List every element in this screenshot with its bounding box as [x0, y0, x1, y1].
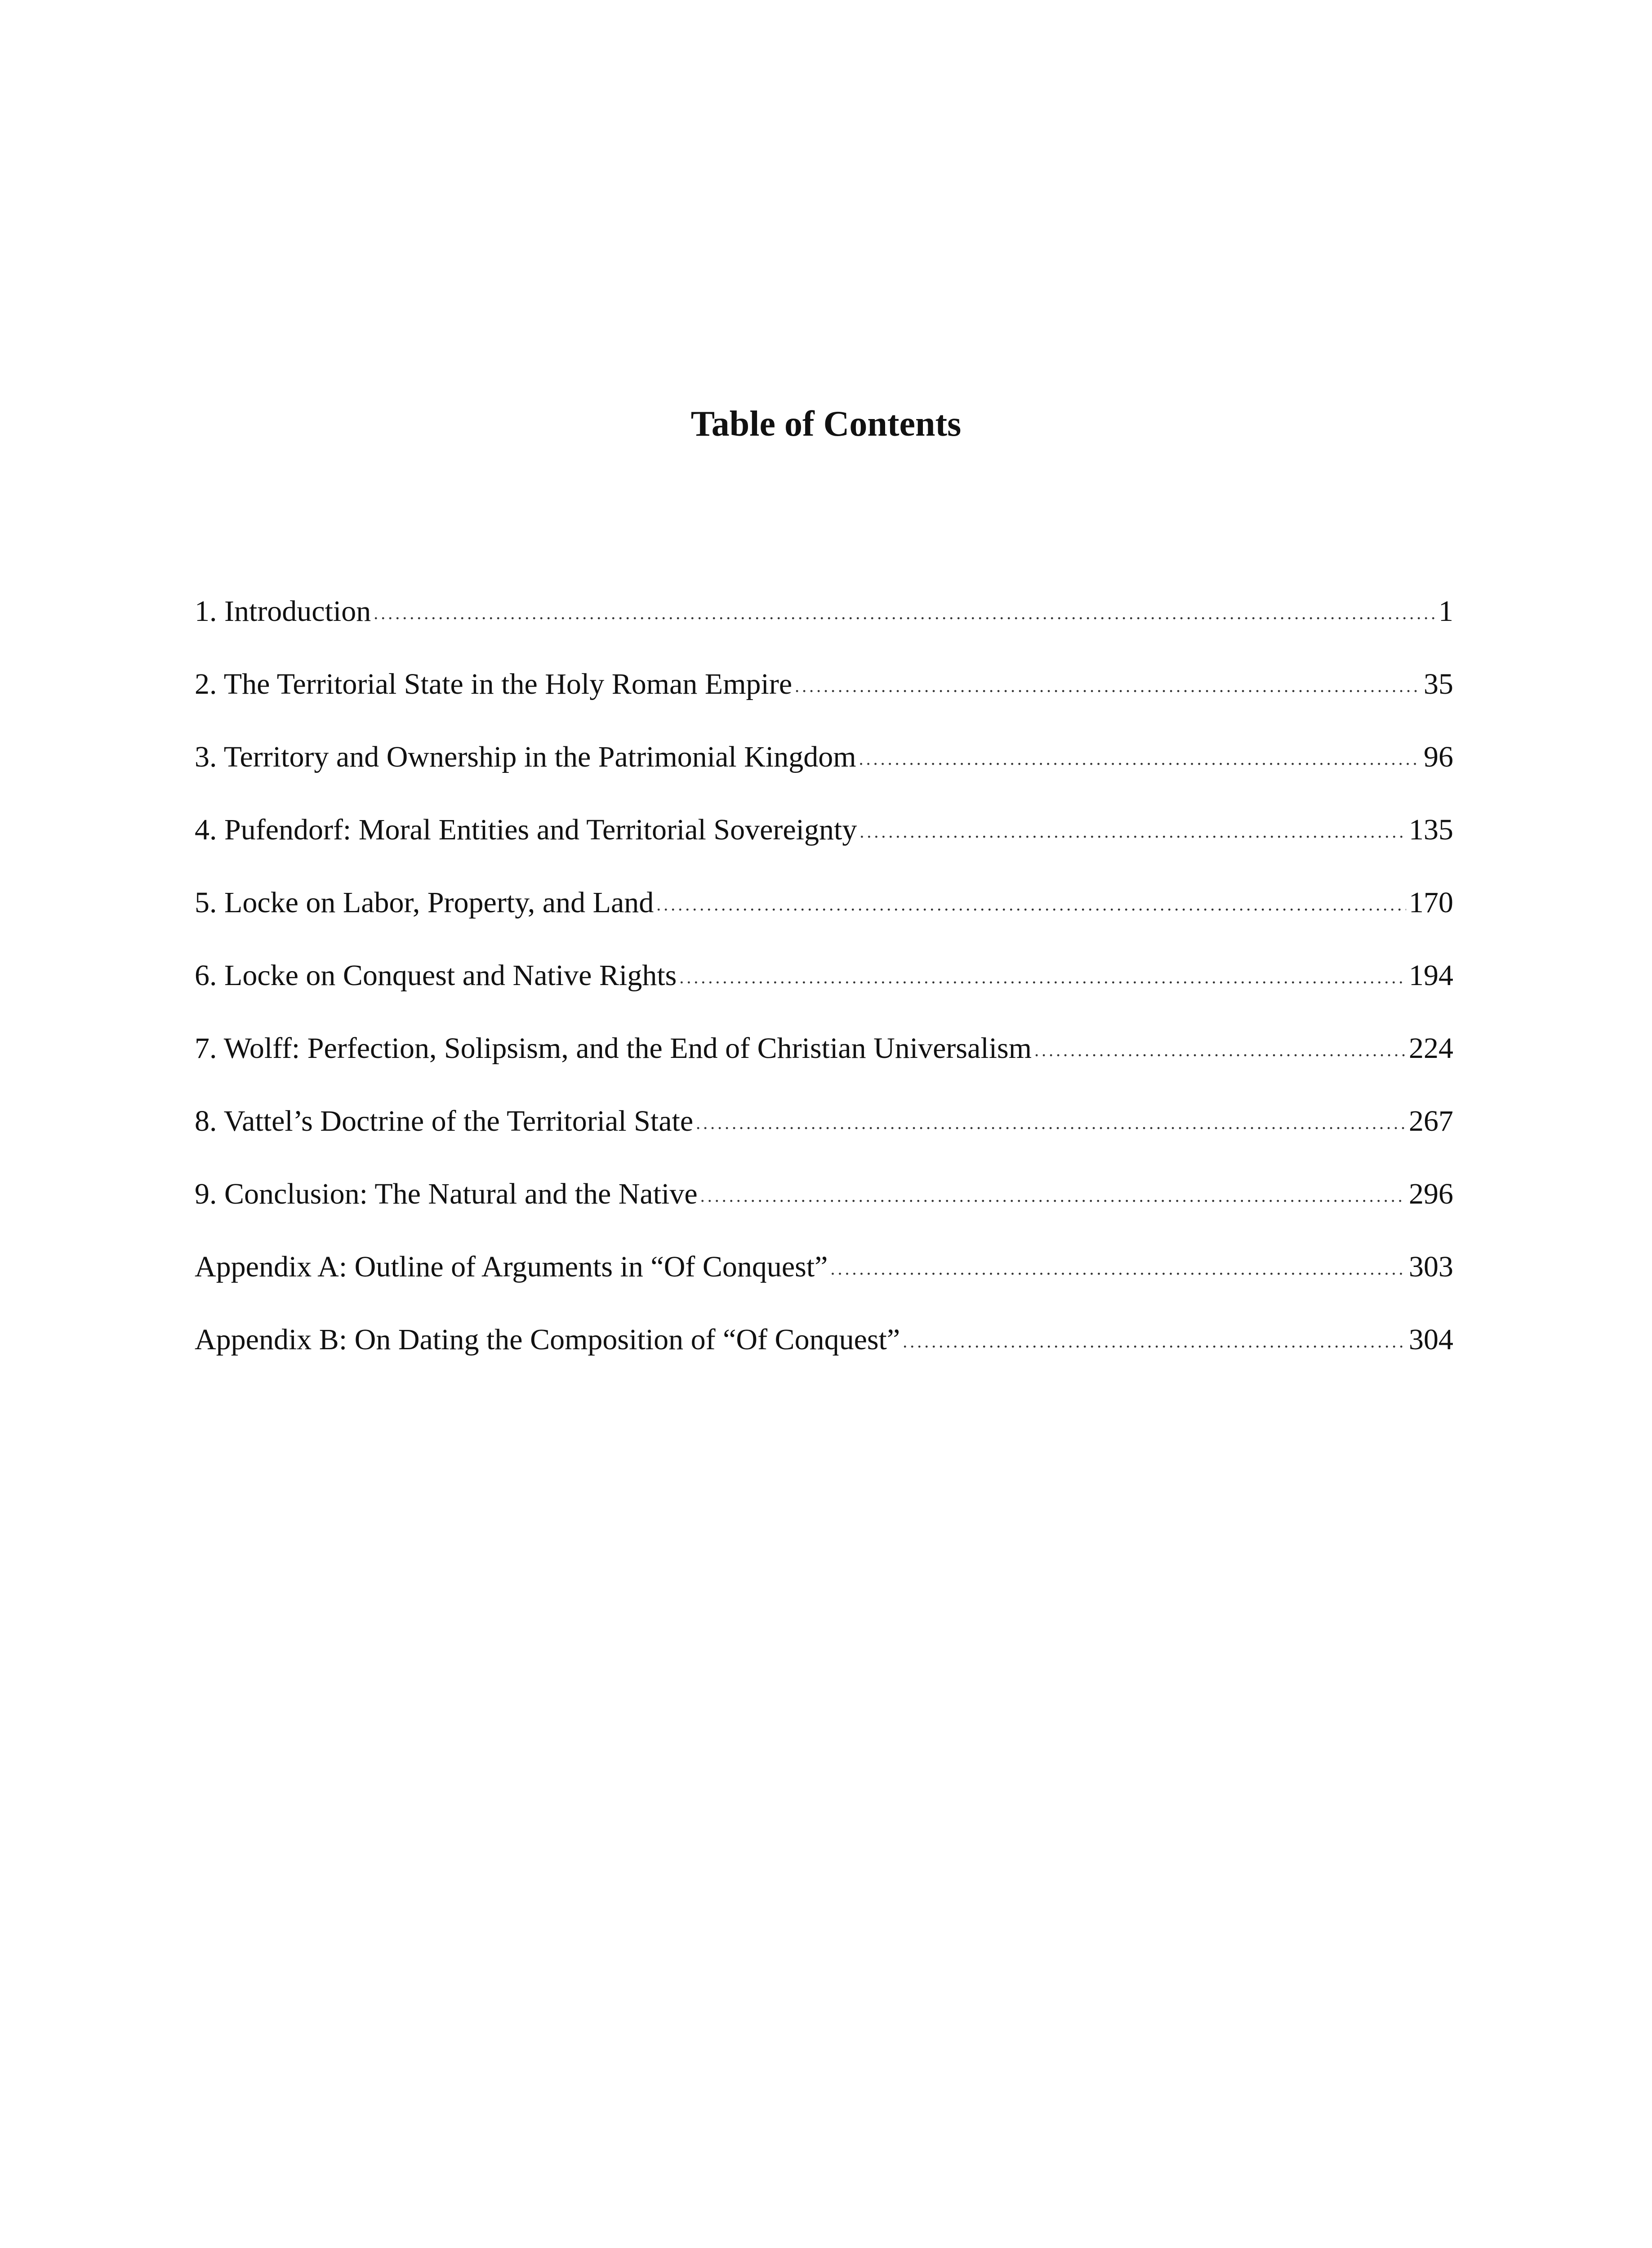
dot-leader — [859, 809, 1406, 854]
toc-entry-page: 35 — [1424, 668, 1453, 700]
toc-entry-title: 7. Wolff: Perfection, Solipsism, and the End of Christian Universalism — [195, 1032, 1032, 1065]
toc-entry-title: 9. Conclusion: The Natural and the Native — [195, 1178, 698, 1210]
toc-entry-title: 6. Locke on Conquest and Native Rights — [195, 959, 677, 992]
dot-leader — [374, 591, 1436, 636]
toc-entry — [195, 1172, 1453, 1244]
dot-leader — [1034, 1028, 1406, 1073]
toc-entry-title: 1. Introduction — [195, 595, 371, 628]
toc-entry — [195, 662, 1453, 735]
toc-entry — [195, 589, 1453, 662]
toc-entry — [195, 953, 1453, 1026]
dot-leader — [656, 882, 1406, 927]
toc-entry-page: 296 — [1409, 1178, 1453, 1210]
toc-entry — [195, 880, 1453, 953]
toc-entry-page: 224 — [1409, 1032, 1453, 1065]
dot-leader — [903, 1319, 1406, 1364]
toc-entry-page: 194 — [1409, 959, 1453, 992]
toc-entry-page: 303 — [1409, 1250, 1453, 1283]
toc-entry — [195, 807, 1453, 880]
dot-leader — [679, 955, 1406, 1000]
toc-entry — [195, 1099, 1453, 1172]
toc-entry-title: Appendix B: On Dating the Composition of “Of Conquest” — [195, 1323, 900, 1356]
dot-leader — [696, 1101, 1406, 1146]
toc-entry-page: 267 — [1409, 1105, 1453, 1137]
toc-entry-title: 8. Vattel’s Doctrine of the Territorial State — [195, 1105, 694, 1137]
dot-leader — [859, 736, 1421, 781]
toc-entry-title: 3. Territory and Ownership in the Patrimonial Kingdom — [195, 740, 856, 773]
toc-entry — [195, 1244, 1453, 1317]
toc-entry-page: 135 — [1409, 813, 1453, 846]
toc-entry-page: 304 — [1409, 1323, 1453, 1356]
toc-entry-title: Appendix A: Outline of Arguments in “Of Conquest” — [195, 1250, 828, 1283]
toc-entry — [195, 1026, 1453, 1099]
toc-entry-title: 5. Locke on Labor, Property, and Land — [195, 886, 654, 919]
page-title: Table of Contents — [690, 404, 962, 444]
toc-entry-title: 2. The Territorial State in the Holy Roman Empire — [195, 668, 793, 700]
toc-entry-page: 170 — [1409, 886, 1453, 919]
toc-entry — [195, 1317, 1453, 1390]
toc-entry-title: 4. Pufendorf: Moral Entities and Territorial Sovereignty — [195, 813, 857, 846]
dot-leader — [795, 664, 1421, 709]
toc-entry-page: 96 — [1424, 740, 1453, 773]
dot-leader — [700, 1173, 1406, 1218]
toc-entry — [195, 735, 1453, 807]
toc-entry-page: 1 — [1438, 595, 1453, 628]
dot-leader — [830, 1246, 1406, 1291]
toc-list — [195, 589, 1453, 1390]
